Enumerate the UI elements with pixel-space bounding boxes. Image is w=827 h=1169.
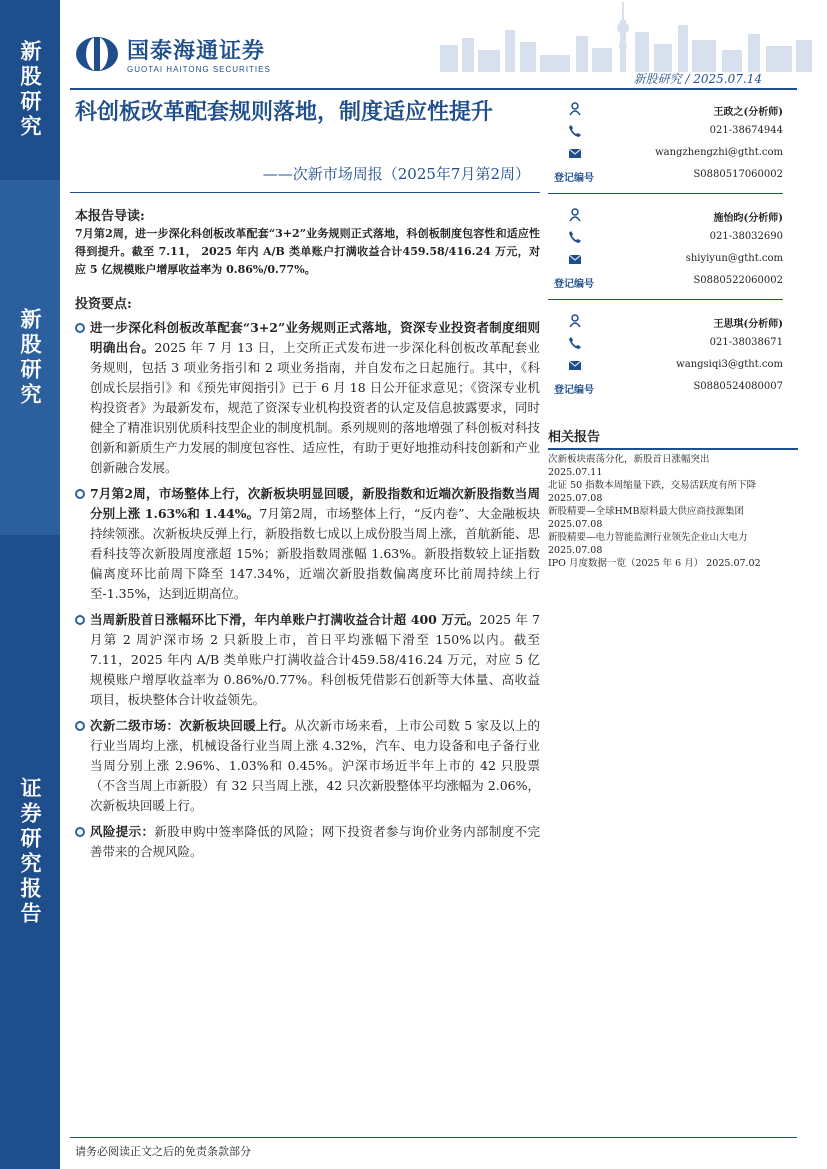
logo-text-cn: 国泰海通证券 [127,39,266,64]
reg-label: 登记编号 [554,279,594,290]
bullet-circle-icon [75,489,85,499]
related-report-link[interactable]: 北证 50 指数本周缩量下跌，交易活跃度有所下降 [548,480,757,491]
intro-text: 7月第2周，进一步深化科创板改革配套“3+2”业务规则正式落地，科创板制度包容性和适应性得到提升。截至 7.11， 2025 年内 A/B 类单账户打满收益合计459.58/416.24 万元，对应 5 亿规模账户增厚收益率为 0.86%/0.77%。 [75,227,540,276]
sidebar-tag-top: 新股研究 [0,0,60,180]
reg-label: 登记编号 [554,173,594,184]
analyst-card [548,206,783,294]
key-point-body: 从次新市场来看，上市公司数 5 家及以上的行业当周均上涨，机械设备行业当周上涨 4.32%，汽车、电力设备和电子备行业当周分别上涨 2.96%、1.03%和 0.45%。沪深市场近半年上市的 42 只股票（不含当周上市新股）有 32 只当周上涨，42 只次新股整体平均涨幅为 2.06%，次新板块回暖上行。 [90,718,540,813]
bullet-circle-icon [75,615,85,625]
analyst-phone: 021-38038671 [709,337,783,348]
analyst-phone: 021-38032690 [709,231,783,242]
sidebar-tag-bottom: 证券研究报告 [0,535,60,1169]
report-title: 科创板改革配套规则落地，制度适应性提升 [75,99,494,125]
key-point-body: 2025 年 7 月 13 日，上交所正式发布进一步深化科创板改革配套业务规则，包括 3 项业务指引和 2 项业务指南，并自发布之日起施行。其中，《科创成长层指引》和《预先审阅指引》已于 6 月 18 日公开征求意见；《资深专业机构投资者》为最新发布，规范了资深专业机构投资者的认定及信息披露要求，同时健全了精准识别优质科技型企业的制度机制。系列规则的落地增强了科创板对科技创新和新质生产力发展的制度包容性、适应性，有助于更好地推动科技创新和产业创新融合发展。 [90,340,541,475]
analyst-divider [548,193,783,194]
person-icon [568,208,582,222]
logo-text-en: GUOTAI HAITONG SECURITIES [127,65,271,74]
key-point [75,822,540,862]
related-reports [548,426,798,570]
phone-icon [568,230,582,244]
analyst-reg-number: S0880522060002 [693,275,783,286]
key-point [75,716,540,816]
related-report-link[interactable]: 次新板块震荡分化，新股首日涨幅突出 [548,454,710,465]
key-points-list [75,318,540,868]
analyst-name: 王思琪(分析师) [713,319,783,330]
email-icon [568,252,582,266]
footer-divider [70,1137,797,1138]
key-point-headline: 风险提示： [90,824,155,839]
analyst-email[interactable]: wangsiqi3@gtht.com [676,359,783,370]
analyst-card [548,312,783,400]
key-point-body: 新股申购中签率降低的风险；网下投资者参与询价业务内部制度不完善带来的合规风险。 [90,824,540,859]
analyst-divider [548,299,783,300]
key-points-heading: 投资要点: [75,297,132,312]
analyst-email[interactable]: wangzhengzhi@gtht.com [655,147,783,158]
related-report-link[interactable]: 新股精要—电力智能监测行业领先企业山大电力 [548,532,748,543]
related-report-link[interactable]: IPO 月度数据一览（2025 年 6 月） 2025.07.02 [548,558,761,569]
analyst-email[interactable]: shiyiyun@gtht.com [685,253,783,264]
email-icon [568,358,582,372]
analyst-phone: 021-38674944 [709,125,783,136]
phone-icon [568,336,582,350]
bullet-circle-icon [75,323,85,333]
analyst-card [548,100,783,188]
key-point [75,484,540,604]
bullet-circle-icon [75,827,85,837]
related-report-date: 2025.07.08 [548,493,603,504]
related-report-date: 2025.07.08 [548,519,603,530]
bullet-circle-icon [75,721,85,731]
logo-mark-icon [75,36,119,72]
analyst-name: 王政之(分析师) [713,107,783,118]
left-sidebar [0,0,60,1169]
analyst-reg-number: S0880524080007 [693,381,783,392]
report-subtitle: ——次新市场周报（2025年7月第2周） [262,165,530,183]
key-point-body: 2025 年 7 月第 2 周沪深市场 2 只新股上市，首日平均涨幅下滑至 150%以内。截至 7.11，2025 年内 A/B 类单账户打满收益合计459.58/416.24 万元，对应 5 亿规模账户增厚收益率为 0.86%/0.77%。科创板凭借影石创新等大体量、高收益项目，板块整体合计收益领先。 [90,612,540,707]
analyst-name: 施怡昀(分析师) [713,213,783,224]
key-point-headline: 进一步深化科创板改革配套“3+2”业务规则正式落地，资深专业投资者制度细则明确出台。 [90,320,540,355]
key-point-headline: 7月第2周，市场整体上行，次新板块明显回暖，新股指数和近端次新股指数当周分别上涨 1.63%和 1.44%。 [90,486,540,521]
key-point-headline: 当周新股首日涨幅环比下滑，年内单账户打满收益合计超 400 万元。 [90,612,480,627]
phone-icon [568,124,582,138]
sidebar-tag-middle: 新股研究 [0,180,60,535]
intro-heading: 本报告导读: [75,209,145,224]
person-icon [568,102,582,116]
key-point [75,610,540,710]
analyst-reg-number: S0880517060002 [693,169,783,180]
related-reports-heading: 相关报告 [548,426,798,450]
key-point [75,318,540,478]
key-point-body: 7月第2周，市场整体上行，“反内卷”、大金融板块持续领涨。次新板块反弹上行，新股指数七成以上成份股当周上涨，首航新能、思看科技等次新股周度涨超 15%；新股指数周涨幅 1.63%。新股指数较上证指数偏离度环比前周下降至 147.34%，近端次新股指数偏离度环比前周持续上行至-1.35%，达到近期高位。 [90,506,541,601]
header-category-date: 新股研究 / 2025.07.14 [633,72,762,86]
related-report-link[interactable]: 新股精要—全球HMB原料最大供应商技源集团 [548,506,744,517]
title-divider [70,192,540,193]
footer-disclaimer: 请务必阅读正文之后的免责条款部分 [75,1145,251,1158]
email-icon [568,146,582,160]
person-icon [568,314,582,328]
related-report-date: 2025.07.08 [548,545,603,556]
header-divider [70,88,797,90]
key-point-headline: 次新二级市场：次新板块回暖上行。 [90,718,295,733]
city-skyline-image [430,0,820,72]
related-report-date: 2025.07.11 [548,467,603,478]
company-logo [75,34,271,74]
reg-label: 登记编号 [554,385,594,396]
